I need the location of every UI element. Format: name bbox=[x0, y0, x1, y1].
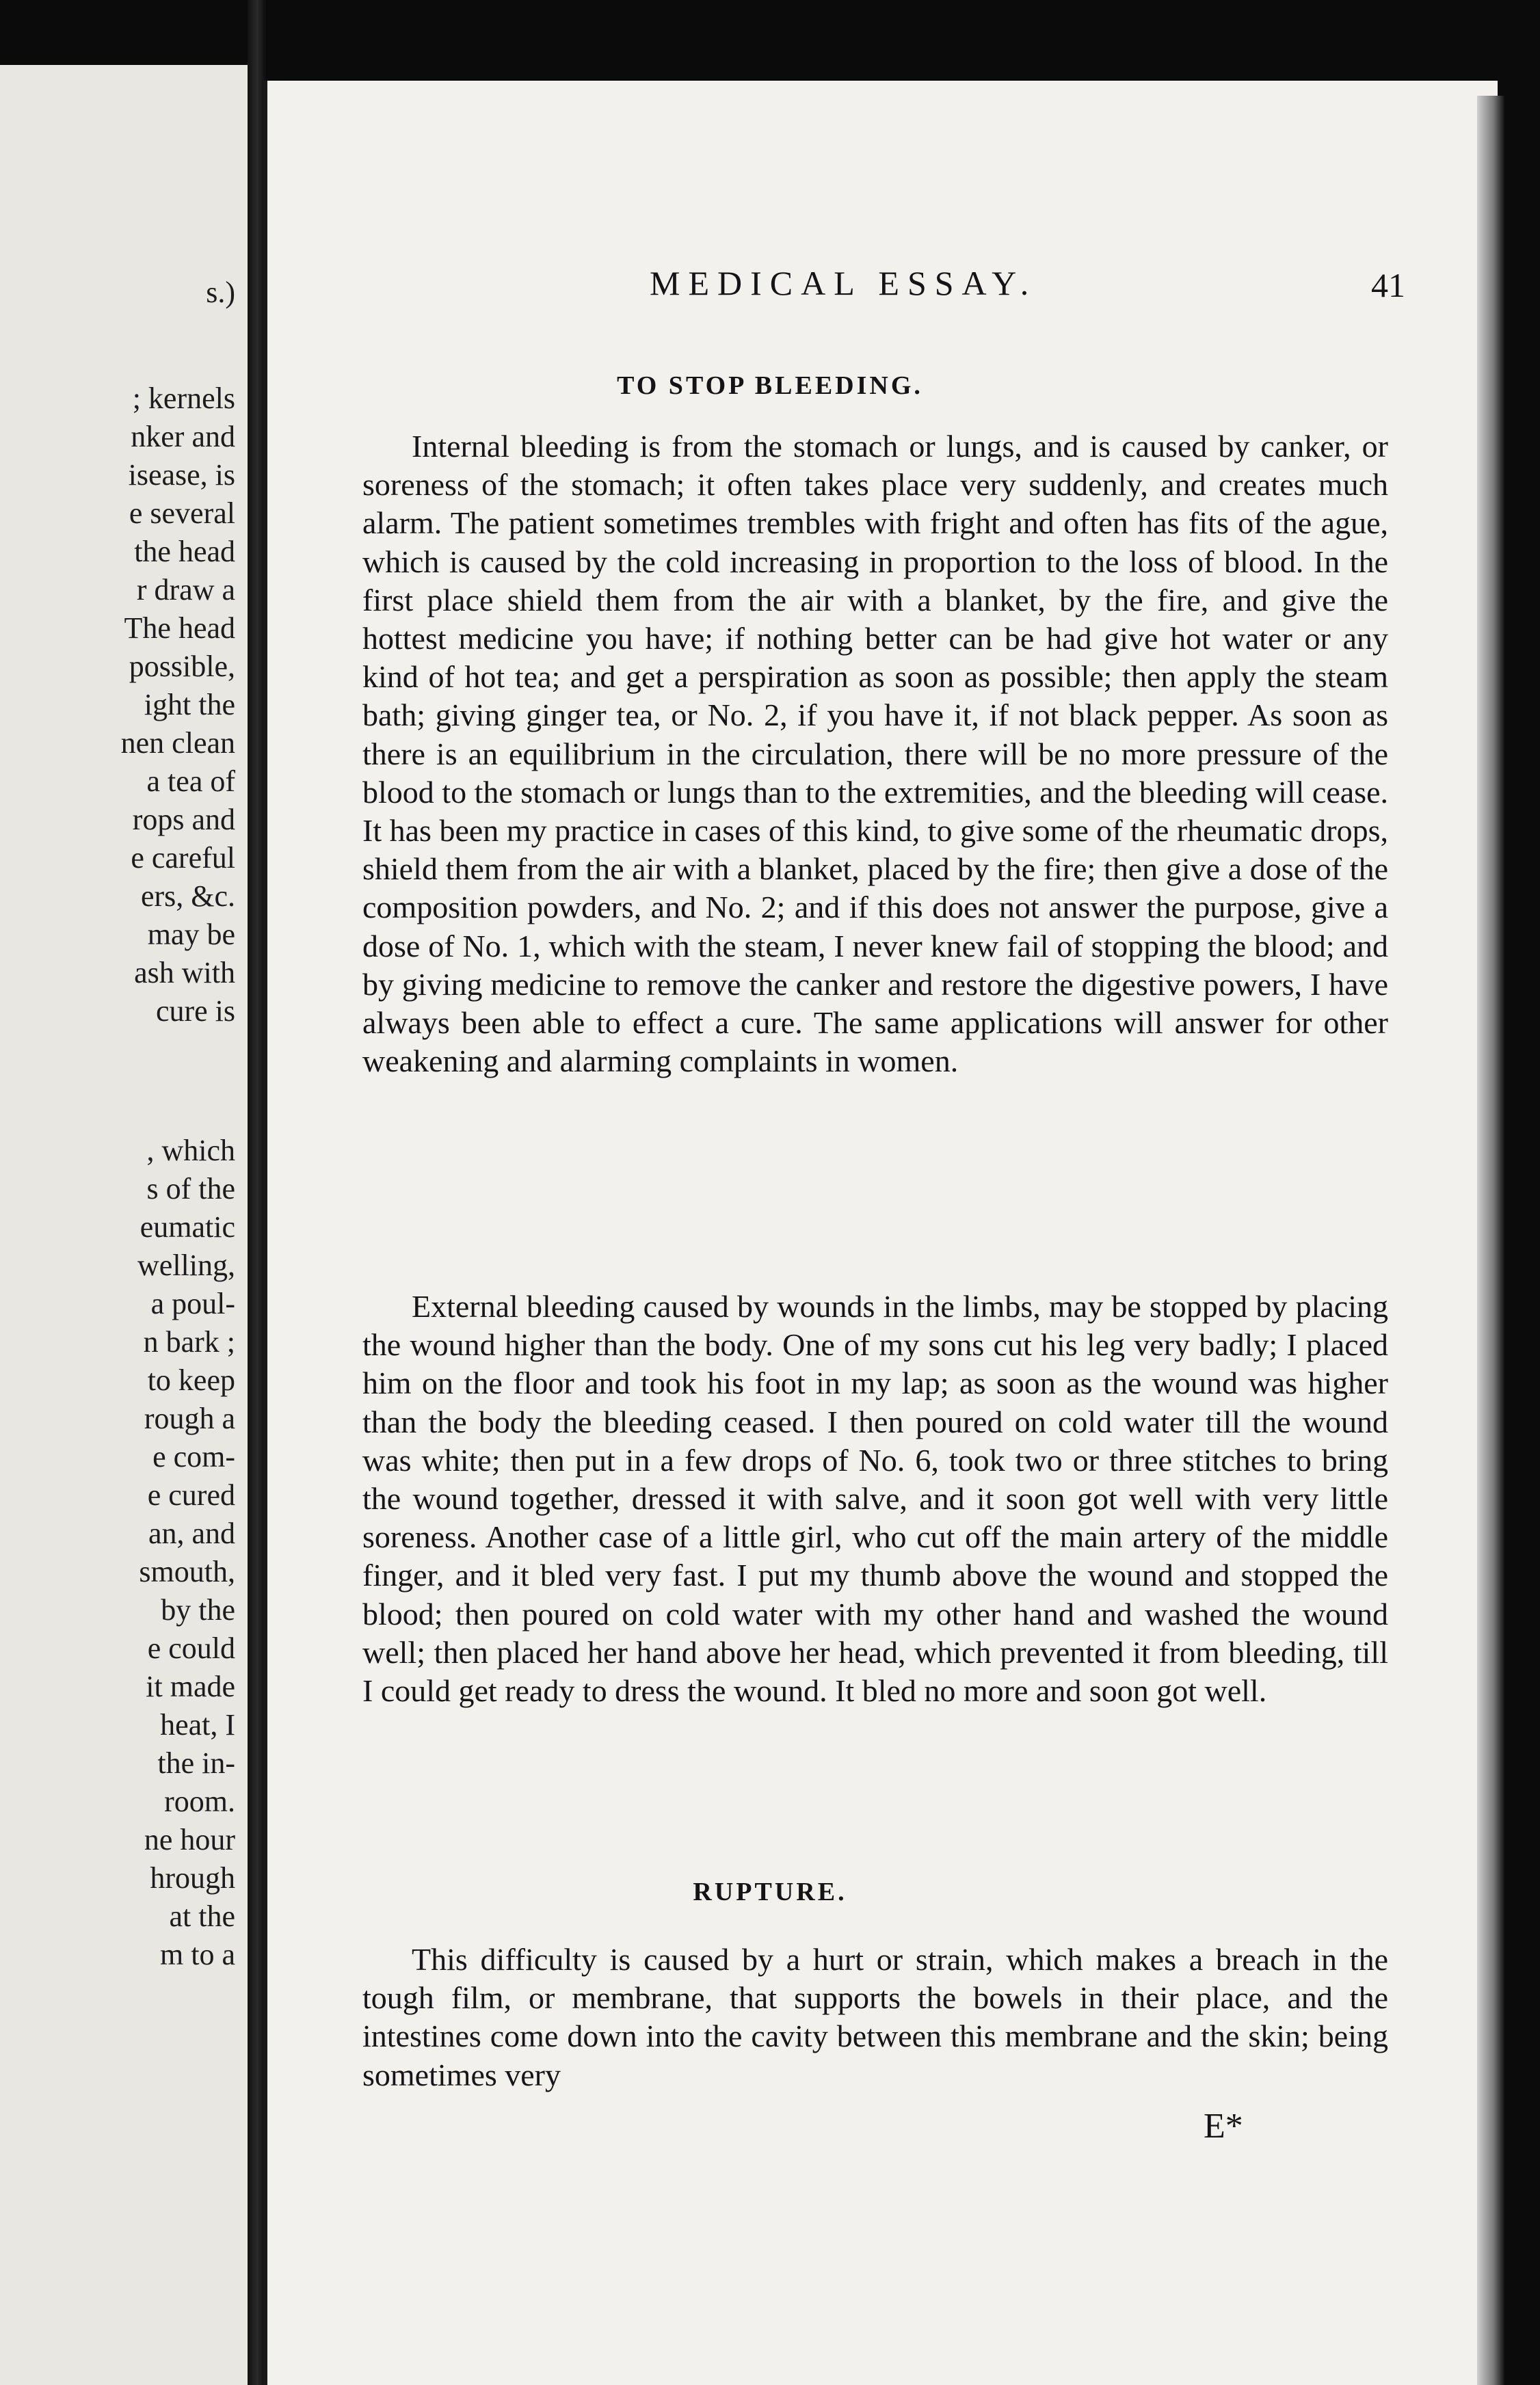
paragraph-internal-bleeding: Internal bleeding is from the stomach or lungs, and is caused by canker, or soreness of the stomach; it often takes place very suddenly, and creates much alarm. The patient sometimes trembles with fright and often has fits of the ague, which is caused by the cold increasing in proportion to the loss of blood. In the first place shield them from the air with a blanket, by the fire, and give the hottest medicine you have; if nothing better can be had give hot water or any kind of hot tea; and get a perspiration as soon as possible; then apply the steam bath; giving ginger tea, or No. 2, if you have it, if not black pepper. As soon as there is an equilibrium in the circulation, there will be no more pressure of the blood to the stomach or lungs than to the extremities, and the bleeding will cease. It has been my practice in cases of this kind, to give some of the rheumatic drops, shield them from the air with a blanket, placed by the fire; then give a dose of the composition powders, and No. 2; and if this does not answer the purpose, give a dose of No. 1, which with the steam, I never knew fail of stopping the blood; and by giving medicine to remove the canker and restore the digestive powers, I have always been able to effect a cure. The same applications will answer for other weakening and alarming complaints in women. bbox=[362, 429, 1388, 1079]
left-page-line: heat, I bbox=[160, 1708, 235, 1742]
page-number: 41 bbox=[1371, 266, 1405, 304]
left-page-line: e cured bbox=[147, 1478, 235, 1512]
left-page-line: rough a bbox=[144, 1402, 235, 1435]
running-head: MEDICAL ESSAY. bbox=[650, 264, 1037, 302]
left-page-line: ; kernels bbox=[132, 382, 235, 415]
left-page-line: smouth, bbox=[139, 1555, 235, 1588]
left-page-line: the in- bbox=[157, 1746, 235, 1780]
left-page-line: the head bbox=[134, 535, 235, 568]
left-page-line: welling, bbox=[137, 1249, 235, 1282]
left-page-line: to keep bbox=[147, 1363, 235, 1397]
left-page-line: e could bbox=[147, 1631, 235, 1665]
left-page-line: ash with bbox=[134, 956, 235, 989]
section-heading-rupture: RUPTURE. bbox=[693, 1878, 847, 1906]
left-page-line: ight the bbox=[144, 688, 235, 721]
left-page-line: an, and bbox=[148, 1517, 235, 1550]
left-page-line: nen clean bbox=[120, 726, 235, 760]
left-page-line: n bark ; bbox=[143, 1325, 235, 1359]
left-page-line: eumatic bbox=[140, 1210, 235, 1244]
left-page-line: by the bbox=[161, 1593, 235, 1627]
left-page-line: s.) bbox=[206, 276, 235, 309]
left-page-line: it made bbox=[146, 1670, 235, 1703]
left-page-line: cure is bbox=[155, 994, 235, 1028]
left-page-line: r draw a bbox=[136, 573, 235, 607]
left-page-line: a poul- bbox=[150, 1287, 235, 1320]
paragraph-rupture: This difficulty is caused by a hurt or strain, which makes a breach in the tough film, or membrane, that supports the bowels in their place, and the intestines come down into the cavity between this membrane and the skin; being sometimes very bbox=[362, 1942, 1388, 2092]
left-page-line: ers, &c. bbox=[140, 879, 235, 913]
left-page-line: ne hour bbox=[144, 1823, 235, 1856]
left-page-line: e careful bbox=[131, 841, 235, 875]
left-page-line: at the bbox=[169, 1900, 235, 1933]
left-page-line: rops and bbox=[132, 803, 235, 836]
page-edge bbox=[1477, 96, 1504, 2385]
section-heading-stop-bleeding: TO STOP BLEEDING. bbox=[617, 371, 923, 400]
left-page-line: a tea of bbox=[146, 764, 235, 798]
left-page-line: room. bbox=[164, 1785, 235, 1818]
left-page-line: e com- bbox=[152, 1440, 235, 1474]
left-page-line: The head bbox=[124, 611, 235, 645]
left-page-line: m to a bbox=[160, 1938, 235, 1971]
left-page-line: isease, is bbox=[128, 458, 235, 492]
left-page-line: s of the bbox=[146, 1172, 235, 1205]
left-page-line: , which bbox=[146, 1134, 235, 1167]
previous-page-fragment bbox=[0, 65, 248, 2385]
left-page-line: e several bbox=[129, 496, 235, 530]
signature-mark: E* bbox=[1204, 2107, 1243, 2146]
paragraph-external-bleeding: External bleeding caused by wounds in the limbs, may be stopped by placing the wound higher than the body. One of my sons cut his leg very badly; I placed him on the floor and took his foot in my lap; as soon as the wound was higher than the body the bleeding ceased. I then poured on cold water till the wound was white; then put in a few drops of No. 6, took two or three stitches to bring the wound together, dressed it with salve, and it soon got well with very little soreness. Another case of a little girl, who cut off the main artery of the middle finger, and it bled very fast. I put my thumb above the wound and stopped the blood; then poured on cold water with my other hand and washed the wound well; then placed her hand above her head, which prevented it from bleeding, till I could get ready to dress the wound. It bled no more and soon got well. bbox=[362, 1289, 1388, 1709]
left-page-line: nker and bbox=[131, 420, 235, 453]
left-page-line: hrough bbox=[150, 1861, 235, 1895]
left-page-line: may be bbox=[147, 918, 235, 951]
left-page-line: possible, bbox=[129, 650, 235, 683]
